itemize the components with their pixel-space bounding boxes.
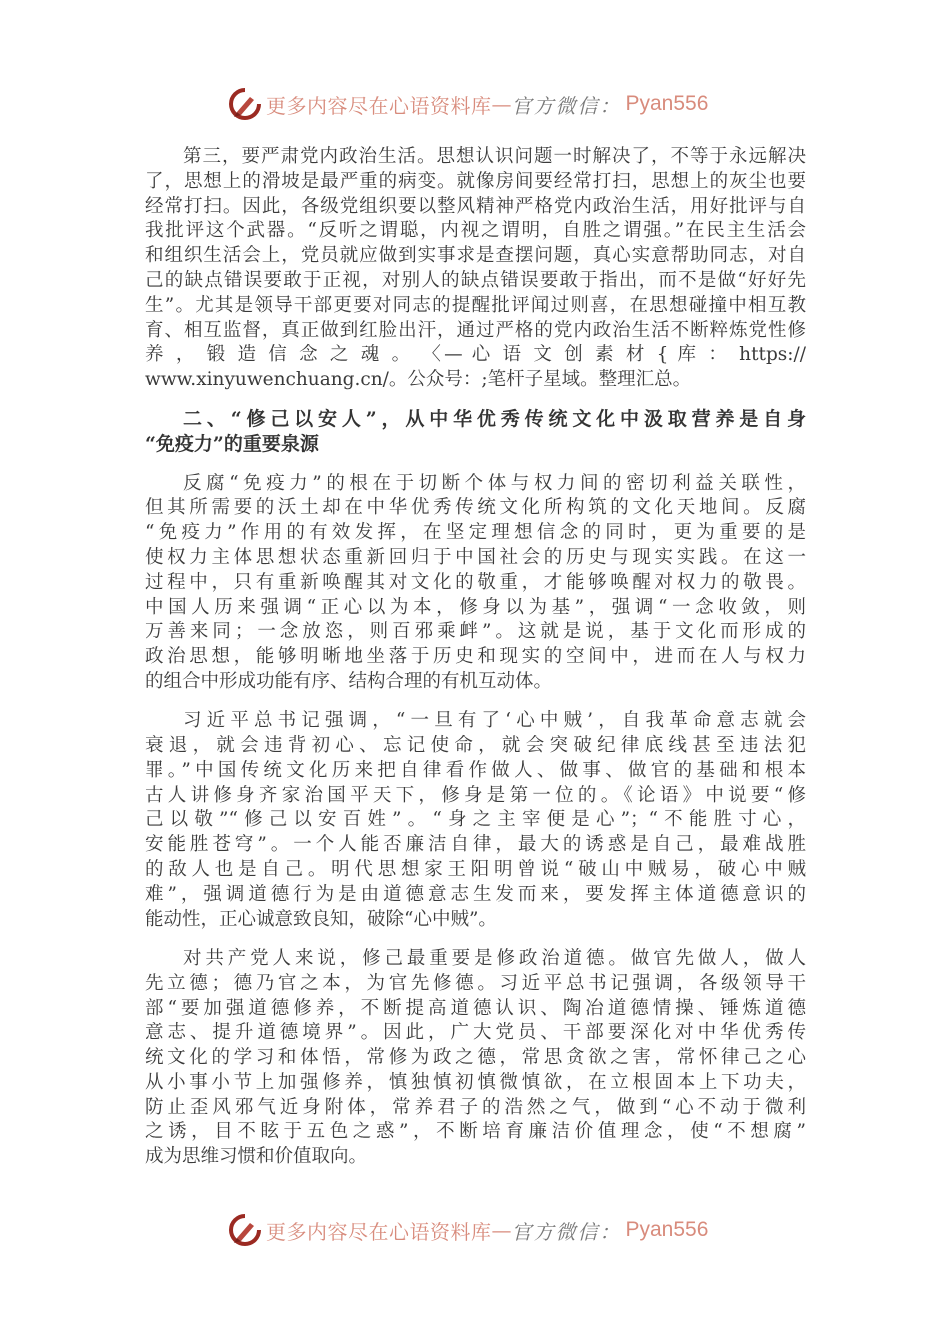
- text-line: 衰退，就会违背初心、忘记使命，就会突破纪律底线甚至违法犯: [145, 735, 806, 757]
- text-line: 习近平总书记强调，“一旦有了‘心中贼’，自我革命意志就会: [183, 710, 806, 732]
- text-line: 过程中，只有重新唤醒其对文化的敬重，才能够唤醒对权力的敬畏。: [145, 571, 806, 593]
- text-line: 意志、提升道德境界”。因此，广大党员、干部要深化对中华优秀传: [145, 1022, 806, 1044]
- text-line: 反腐“免疫力”的根在于切断个体与权力间的密切利益关联性，: [183, 472, 806, 494]
- banner-official-label: 官方微信：: [511, 93, 622, 118]
- text-line: 育、相互监督，真正做到红脸出汗，通过严格的党内政治生活不断粹炼党性修: [145, 319, 806, 341]
- paragraph: [145, 947, 806, 1170]
- text-line: 成为思维习惯和价值取向。: [145, 1146, 368, 1168]
- banner-dash: —: [491, 92, 512, 116]
- document-body: [145, 145, 806, 1185]
- text-line: 安能胜苍穹”。一个人能否廉洁自律，最大的诱惑是自己，最难战胜: [145, 834, 806, 856]
- text-line: 己以敬”“修己以安百姓”。“身之主宰便是心”；“不能胜寸心，: [145, 809, 806, 831]
- text-line: 古人讲修身齐家治国平天下，修身是第一位的。《论语》中说要“修: [145, 784, 806, 806]
- banner-official-label: 官方微信：: [511, 1219, 622, 1244]
- pen-logo-icon: [228, 87, 262, 121]
- text-line: 从小事小节上加强修养，慎独慎初慎微慎欲，在立根固本上下功夫，: [145, 1071, 806, 1093]
- text-line: 己的缺点错误要敢于正视，对别人的缺点错误要敢于指出，而不是做“好好先: [145, 269, 806, 291]
- paragraph: [145, 472, 806, 695]
- text-line: 的组合中形成功能有序、结构合理的有机互动体。: [145, 670, 553, 692]
- text-line: 的敌人也是自己。明代思想家王阳明曾说“破山中贼易，破心中贼: [145, 859, 806, 881]
- paragraph: [145, 709, 806, 932]
- text-line: 二、“修己以安人”，从中华优秀传统文化中汲取营养是自身: [183, 408, 806, 431]
- section-heading: [145, 407, 806, 457]
- text-line: 部“要加强道德修养，不断提高道德认识、陶冶道德情操、锤炼道德: [145, 997, 806, 1019]
- text-line: 统文化的学习和体悟，常修为政之德，常思贪欲之害，常怀律己之心: [145, 1047, 806, 1069]
- text-line: 先立德；德乃官之本，为官先修德。习近平总书记强调，各级领导干: [145, 972, 806, 994]
- text-line: 生”。尤其是领导干部更要对同志的提醒批评闻过则喜，在思想碰撞中相互教: [145, 294, 806, 316]
- text-line: 了，思想上的滑坡是最严重的病变。就像房间要经常打扫，思想上的灰尘也要: [145, 170, 806, 192]
- text-line: 政治思想，能够明晰地坐落于历史和现实的空间中，进而在人与权力: [145, 646, 806, 668]
- footer-banner: [228, 1212, 728, 1248]
- text-line: 罪。”中国传统文化历来把自律看作做人、做事、做官的基础和根本: [145, 759, 806, 781]
- text-line: 但其所需要的沃土却在中华优秀传统文化所构筑的文化天地间。反腐: [145, 497, 806, 519]
- text-line: “免疫力”作用的有效发挥，在坚定理想信念的同时，更为重要的是: [145, 522, 806, 544]
- text-line: 养 ， 锻 造 信 念 之 魂 。 〈— 心 语 文 创 素 材 { 库 ： https://: [145, 344, 806, 366]
- banner-wechat-id: Pyan556: [625, 1218, 709, 1241]
- banner-main-text: 更多内容尽在心语资料库: [266, 93, 492, 118]
- text-line: 万善来同；一念放恣，则百邪乘衅”。这就是说，基于文化而形成的: [145, 621, 806, 643]
- text-line: 使权力主体思想状态重新回归于中国社会的历史与现实实践。在这一: [145, 546, 806, 568]
- paragraph: [145, 145, 806, 393]
- header-banner: [228, 86, 728, 122]
- banner-dash: —: [491, 1218, 512, 1242]
- text-line: 第三，要严肃党内政治生活。思想认识问题一时解决了，不等于永远解决: [183, 146, 806, 167]
- text-line: 和组织生活会上，党员就应做到实事求是查摆问题，真心实意帮助同志，对自: [145, 245, 806, 267]
- text-line: www.xinyuwenchuang.cn/。公众号：;笔杆子星域。整理汇总。: [145, 369, 692, 391]
- text-line: 之诱，目不眩于五色之惑”，不断培育廉洁价值理念，使“不想腐”: [145, 1121, 806, 1143]
- banner-wechat-id: Pyan556: [625, 92, 709, 115]
- text-line: 我批评这个武器。“反听之谓聪，内视之谓明，自胜之谓强。”在民主生活会: [145, 220, 806, 242]
- banner-main-text: 更多内容尽在心语资料库: [266, 1219, 492, 1244]
- text-line: 防止歪风邪气近身附体，常养君子的浩然之气，做到“心不动于微利: [145, 1096, 806, 1118]
- text-line: 中国人历来强调“正心以为本，修身以为基”，强调“一念收敛，则: [145, 596, 806, 618]
- text-line: 难”，强调道德行为是由道德意志生发而来，要发挥主体道德意识的: [145, 883, 806, 905]
- text-line: 经常打扫。因此，各级党组织要以整风精神严格党内政治生活，用好批评与自: [145, 195, 806, 217]
- text-line: 对共产党人来说，修己最重要是修政治道德。做官先做人，做人: [183, 947, 806, 969]
- text-line: “免疫力”的重要泉源: [145, 433, 319, 456]
- text-line: 能动性，正心诚意致良知，破除“心中贼”。: [145, 908, 497, 930]
- pen-logo-icon: [228, 1213, 262, 1247]
